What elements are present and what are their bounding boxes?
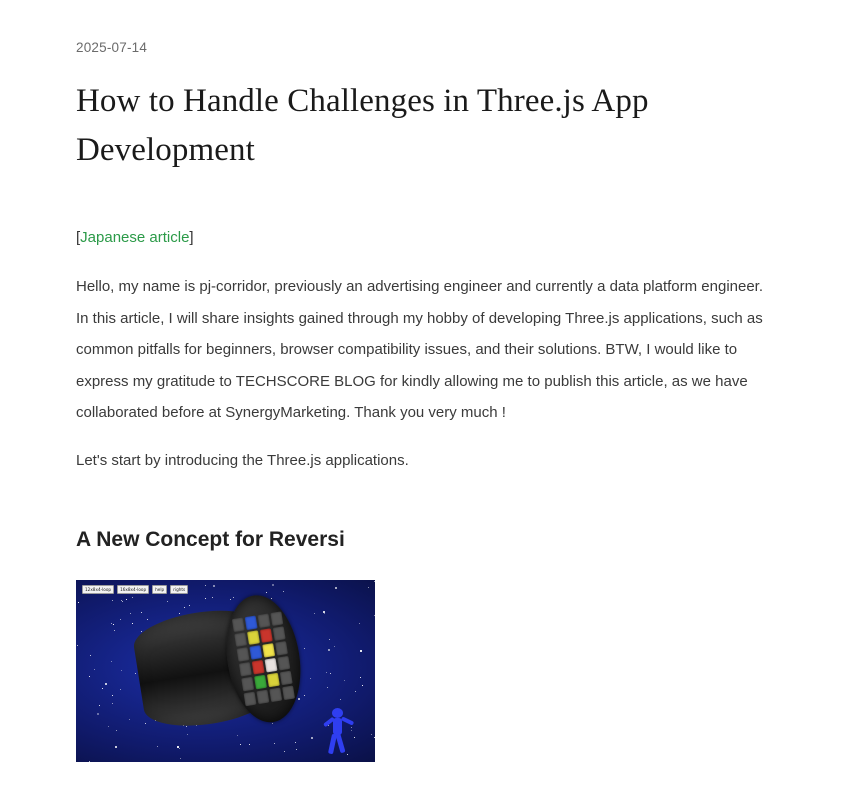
reversi-cylinder-screenshot xyxy=(76,580,375,762)
astronaut-figure xyxy=(323,708,353,754)
toolbar-button-1[interactable]: 16x8x4-loop xyxy=(117,585,149,594)
star xyxy=(157,746,158,747)
star xyxy=(355,691,356,692)
star xyxy=(330,673,331,674)
star xyxy=(89,676,90,677)
star xyxy=(89,761,90,762)
astronaut-torso xyxy=(333,718,342,735)
star xyxy=(274,743,275,744)
cube-cell[interactable] xyxy=(241,677,254,692)
star xyxy=(114,630,115,631)
star xyxy=(120,619,121,620)
star xyxy=(272,723,273,724)
star xyxy=(296,749,297,750)
star xyxy=(205,585,206,586)
cube-cell[interactable] xyxy=(234,632,247,647)
astronaut-leg-right xyxy=(335,734,345,754)
japanese-article-link[interactable]: Japanese article xyxy=(80,229,190,246)
star xyxy=(374,615,375,616)
star xyxy=(334,646,335,647)
cube-cell[interactable] xyxy=(245,616,258,631)
star xyxy=(371,734,372,735)
star xyxy=(344,680,345,681)
toolbar-button-3[interactable]: rights xyxy=(170,585,188,594)
star xyxy=(90,655,91,656)
star xyxy=(340,699,341,700)
cube-cell[interactable] xyxy=(258,613,271,628)
toolbar-button-0[interactable]: 12x8x4-loop xyxy=(82,585,114,594)
reversi-cylinder xyxy=(129,590,307,741)
lead-in-paragraph: Let's start by introducing the Three.js applications. xyxy=(76,451,409,469)
star xyxy=(212,597,213,598)
star xyxy=(314,613,315,614)
star xyxy=(121,600,122,601)
star xyxy=(122,601,123,602)
cube-cell[interactable] xyxy=(247,630,260,645)
star xyxy=(359,623,360,624)
star xyxy=(347,754,348,755)
star xyxy=(94,669,95,670)
star xyxy=(360,650,362,652)
star xyxy=(105,683,107,685)
app-toolbar xyxy=(82,585,188,594)
link-bracket-open: [ xyxy=(76,229,81,246)
star xyxy=(121,670,122,671)
star xyxy=(327,687,328,688)
star xyxy=(126,599,127,600)
star xyxy=(237,735,238,736)
cube-cell[interactable] xyxy=(244,692,257,707)
cube-cell[interactable] xyxy=(249,645,262,660)
star xyxy=(240,744,241,745)
cube-cell[interactable] xyxy=(262,643,275,658)
star xyxy=(272,584,274,586)
star xyxy=(177,746,179,748)
star xyxy=(112,600,113,601)
star xyxy=(335,587,337,589)
star xyxy=(77,645,78,646)
star xyxy=(354,737,355,738)
toolbar-button-2[interactable]: help xyxy=(152,585,167,594)
cube-cell[interactable] xyxy=(252,660,265,675)
star xyxy=(310,678,311,679)
cube-cell[interactable] xyxy=(254,675,267,690)
star xyxy=(112,703,113,704)
cube-cell[interactable] xyxy=(275,641,288,656)
star xyxy=(120,689,121,690)
star xyxy=(180,758,181,759)
cube-cell[interactable] xyxy=(239,662,252,677)
article-date: 2025-07-14 xyxy=(76,40,148,55)
star xyxy=(130,613,131,614)
cube-cell[interactable] xyxy=(265,658,278,673)
star xyxy=(115,746,117,748)
cube-cell[interactable] xyxy=(256,690,269,705)
star xyxy=(374,581,375,582)
japanese-article-link-line xyxy=(76,227,766,249)
cube-cell[interactable] xyxy=(270,611,283,626)
star xyxy=(205,598,206,599)
cube-cell[interactable] xyxy=(280,671,293,686)
star xyxy=(213,585,215,587)
star xyxy=(132,597,133,598)
star xyxy=(135,673,136,674)
star xyxy=(102,688,103,689)
star xyxy=(311,737,313,739)
page-title: How to Handle Challenges in Three.js App Development xyxy=(76,83,649,168)
cube-cell[interactable] xyxy=(273,626,286,641)
cube-cell[interactable] xyxy=(260,628,273,643)
star xyxy=(179,748,180,749)
star xyxy=(97,713,99,715)
star xyxy=(323,611,325,613)
cube-cell[interactable] xyxy=(269,688,282,703)
star xyxy=(112,695,113,696)
star xyxy=(295,742,296,743)
star xyxy=(362,685,363,686)
star xyxy=(99,705,100,706)
star xyxy=(129,719,130,720)
astronaut-arm-right xyxy=(341,716,354,725)
intro-paragraph: Hello, my name is pj-corridor, previously an advertising engineer and currently a data platform engineer. In this article, I will share insights gained through my hobby of developing Three.js applications, such as common pitfalls for beginners, browser compatibility issues, and their solutions. BTW, I would like to express my gratitude to TECHSCORE BLOG for kindly allowing me to publish this article, as we have collaborated before at SynergyMarketing. Thank you very much ! xyxy=(76,278,764,421)
star xyxy=(167,601,168,602)
cube-cell[interactable] xyxy=(232,618,245,633)
star xyxy=(368,587,369,588)
star xyxy=(108,726,109,727)
star xyxy=(326,672,327,673)
star xyxy=(304,648,305,649)
star xyxy=(111,623,112,624)
star xyxy=(284,751,285,752)
star xyxy=(360,677,361,678)
star xyxy=(249,744,250,745)
cube-cell[interactable] xyxy=(277,656,290,671)
star xyxy=(374,737,375,738)
cube-grid xyxy=(232,611,295,706)
star xyxy=(113,624,114,625)
link-bracket-close: ] xyxy=(189,229,194,246)
star xyxy=(116,730,117,731)
star xyxy=(328,649,330,651)
star xyxy=(329,639,330,640)
cube-cell[interactable] xyxy=(237,647,250,662)
star xyxy=(111,661,112,662)
section-heading-reversi: A New Concept for Reversi xyxy=(76,528,345,551)
star xyxy=(78,602,79,603)
cube-cell[interactable] xyxy=(267,673,280,688)
cube-cell[interactable] xyxy=(282,686,295,701)
